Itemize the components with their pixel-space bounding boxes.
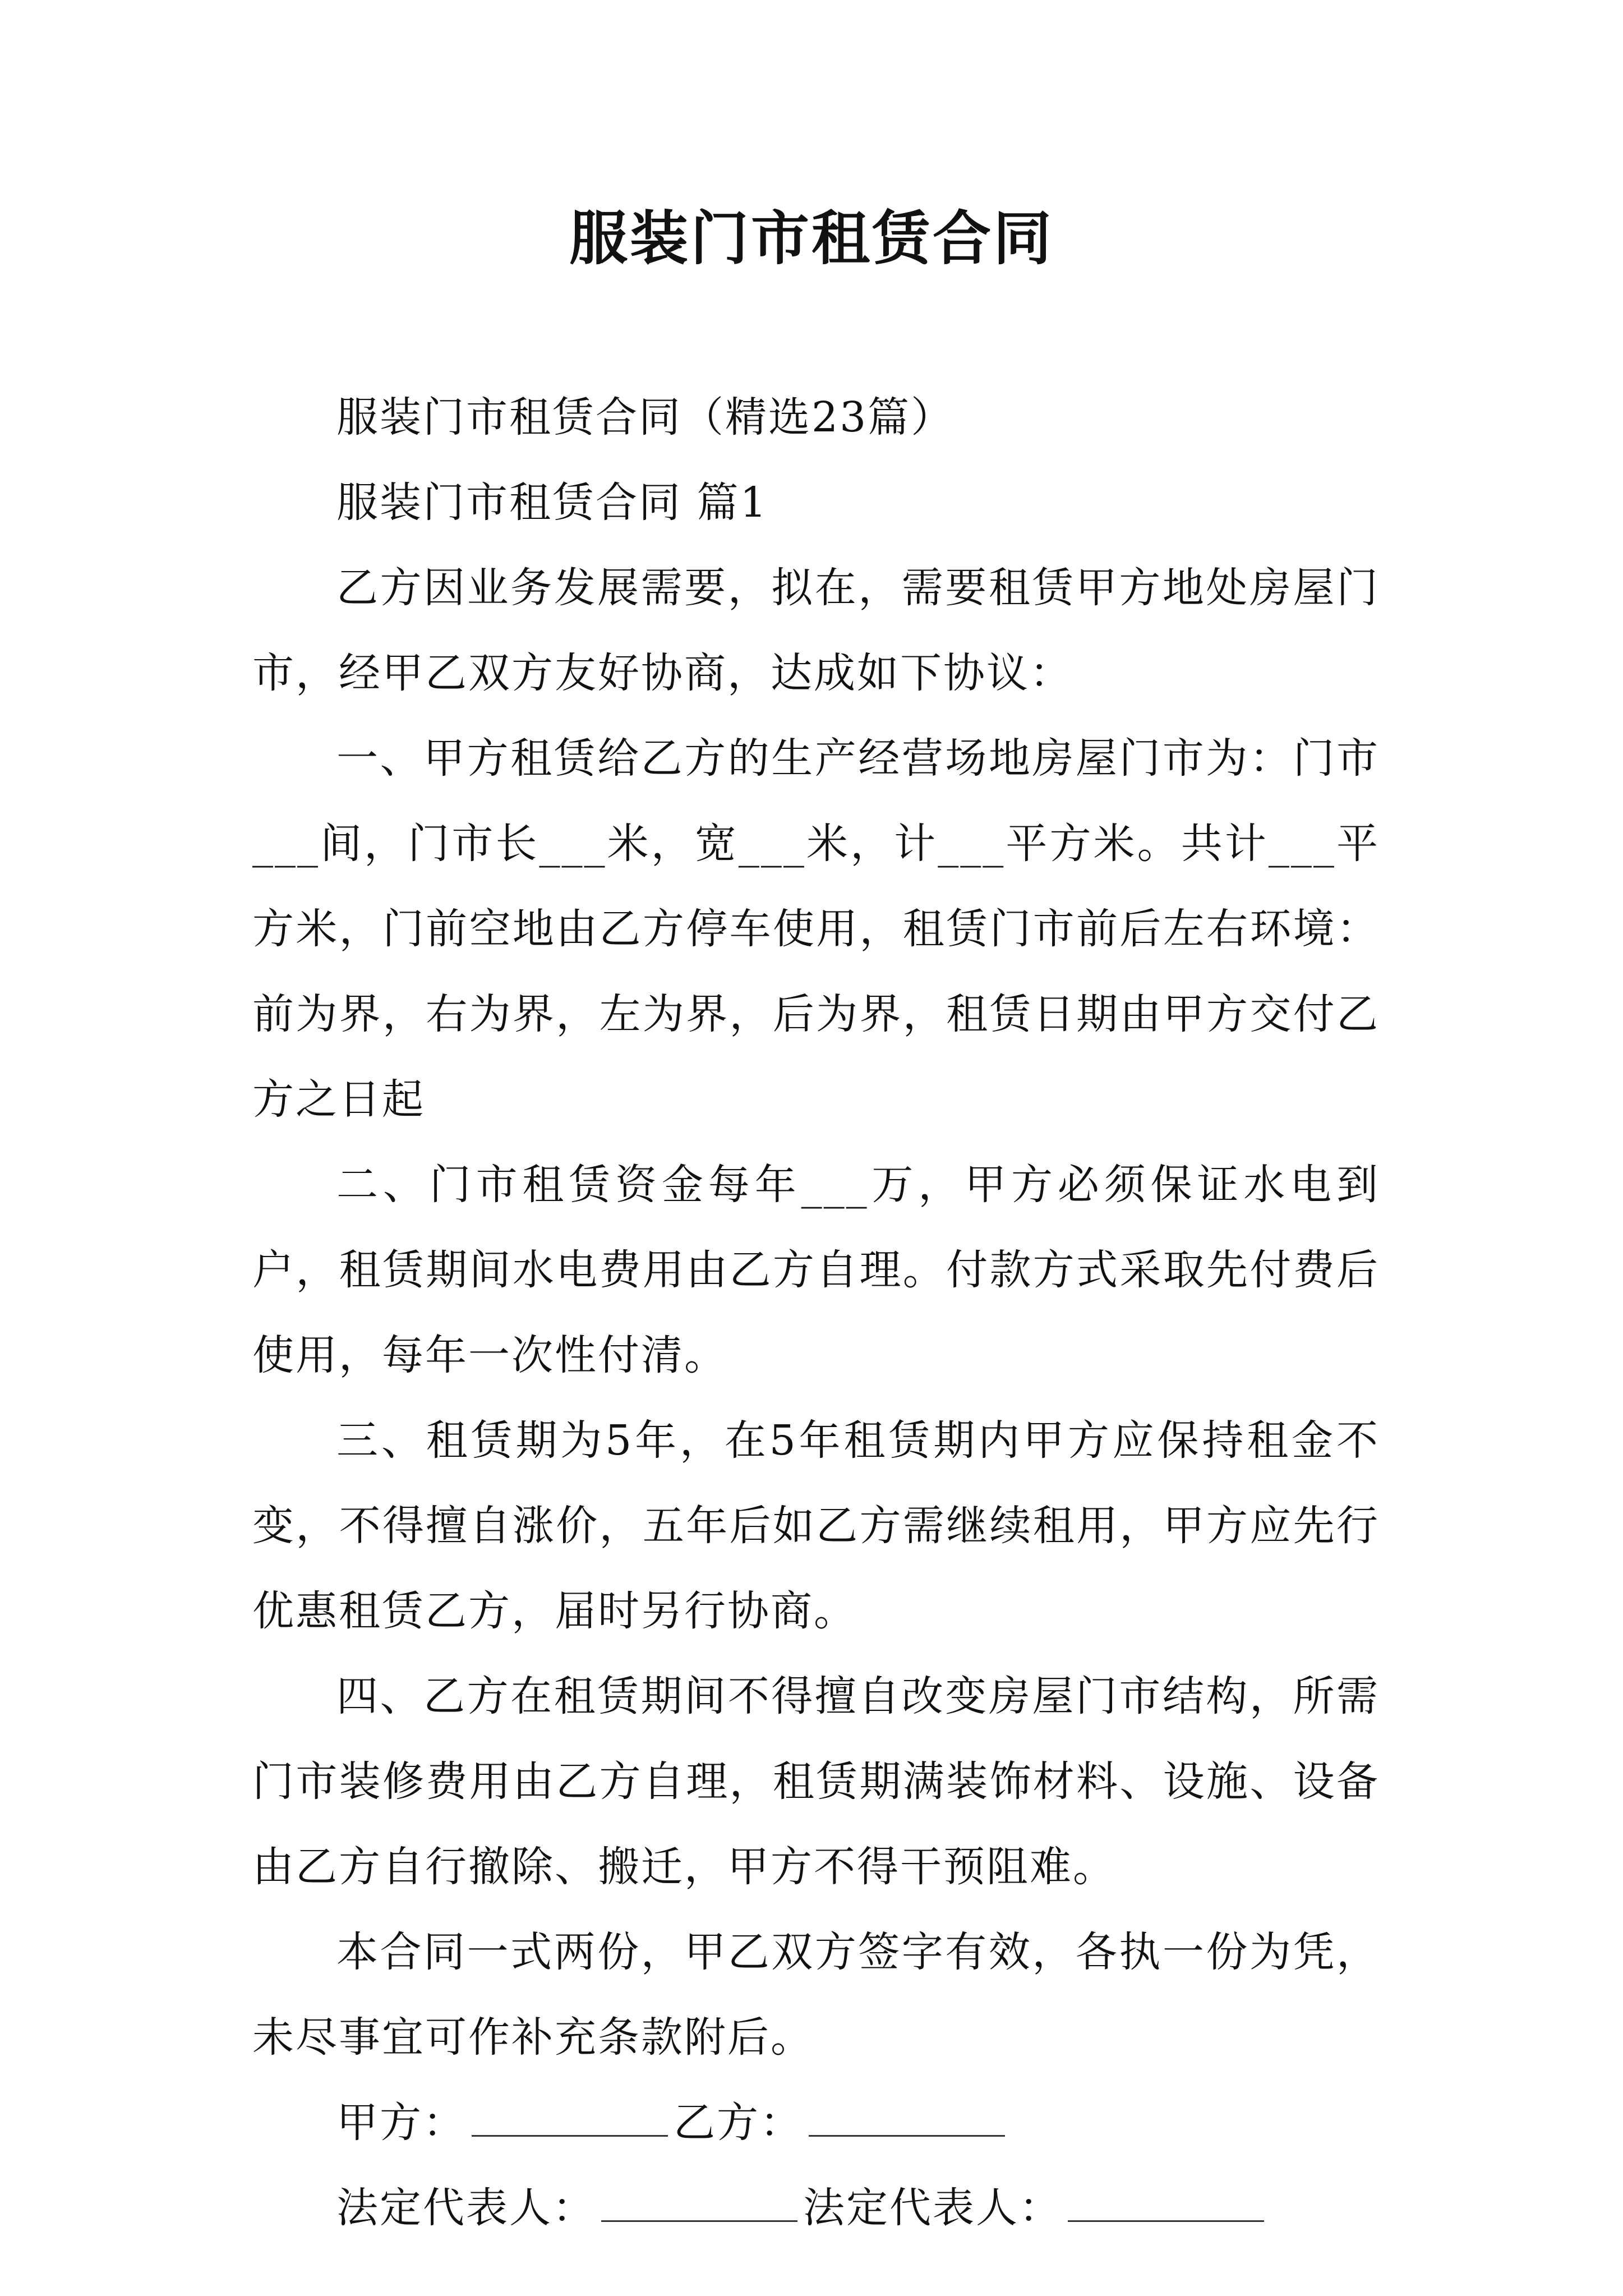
- clause-4-paragraph: 四、乙方在租赁期间不得擅自改变房屋门市结构，所需门市装修费用由乙方自理，租赁期满装饰材料、设施、设备由乙方自行撤除、搬迁，甲方不得干预阻难。: [252, 1672, 1380, 1891]
- clause-1-paragraph: 一、甲方租赁给乙方的生产经营场地房屋门市为：门市___间，门市长___米，宽___米，计___平方米。共计___平方米，门前空地由乙方停车使用，租赁门市前后左右环境：前为界，右为界，左为界，后为界，租赁日期由甲方交付乙方之日起: [252, 734, 1380, 1124]
- document-title: 服装门市租赁合同: [569, 204, 1054, 273]
- rep-a-label: 法定代表人：: [336, 2184, 596, 2232]
- clause-2-paragraph: 二、门市租赁资金每年___万，甲方必须保证水电到户，租赁期间水电费用由乙方自理。付款方式采取先付费后使用，每年一次性付清。: [252, 1161, 1380, 1379]
- representative-signature-row: [252, 2165, 1380, 2251]
- rep-b-blank: [1068, 2181, 1264, 2222]
- document-body: [252, 375, 1380, 2251]
- rep-b-label: 法定代表人：: [803, 2184, 1062, 2232]
- party-a-blank: [472, 2096, 668, 2137]
- party-signature-row: [252, 2080, 1380, 2165]
- party-b-label: 乙方：: [674, 2099, 803, 2147]
- closing-paragraph: 本合同一式两份，甲乙双方签字有效，各执一份为凭，未尽事宜可作补充条款附后。: [252, 1928, 1380, 2062]
- rep-a-blank: [601, 2181, 797, 2222]
- section-heading: 服装门市租赁合同 篇1: [336, 478, 768, 527]
- party-a-label: 甲方：: [336, 2099, 466, 2147]
- intro-paragraph: 乙方因业务发展需要，拟在，需要租赁甲方地处房屋门市，经甲乙双方友好协商，达成如下协议：: [252, 564, 1380, 697]
- clause-3-paragraph: 三、租赁期为5年，在5年租赁期内甲方应保持租金不变，不得擅自涨价，五年后如乙方需继续租用，甲方应先行优惠租赁乙方，届时另行协商。: [252, 1416, 1380, 1635]
- party-b-blank: [809, 2096, 1005, 2137]
- subtitle-paragraph: 服装门市租赁合同（精选23篇）: [336, 393, 955, 441]
